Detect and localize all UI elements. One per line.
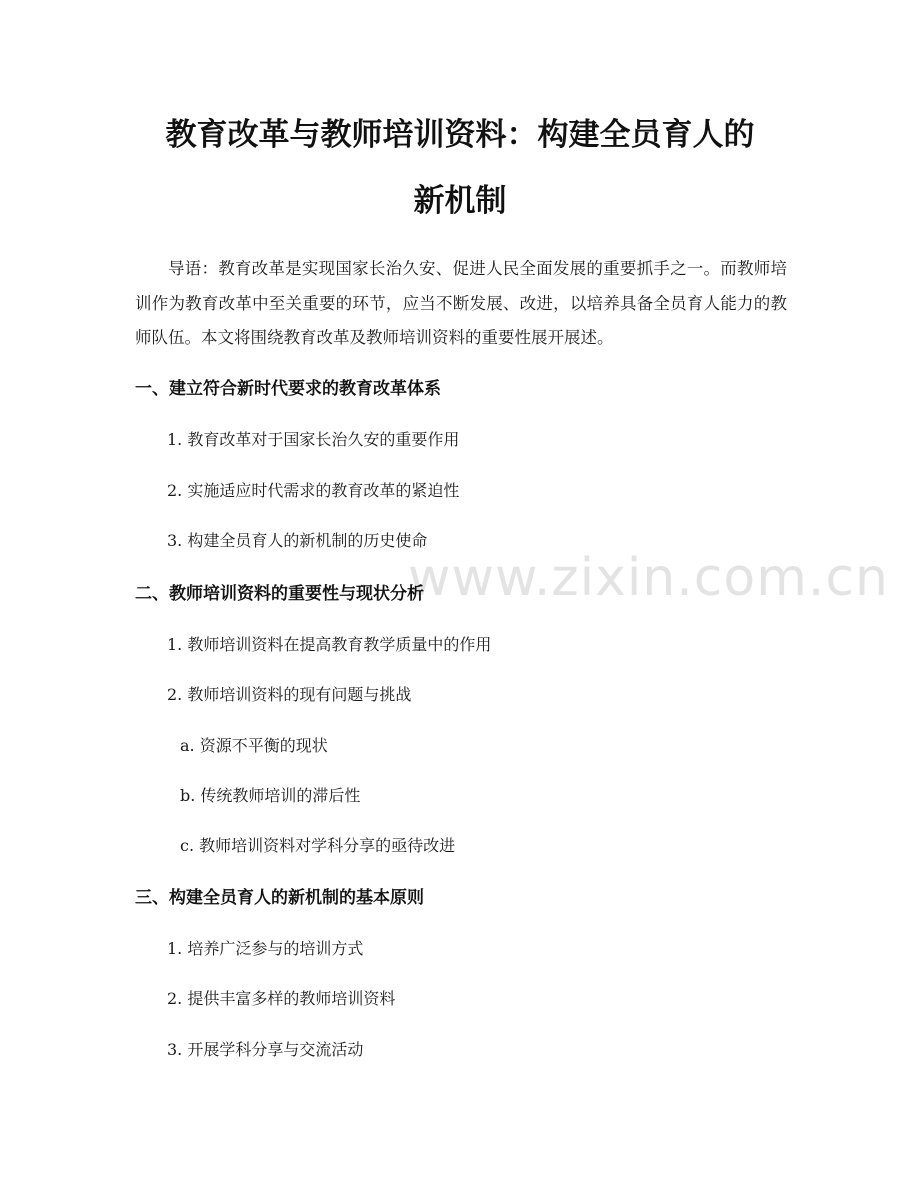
sub-list-item: a. 资源不平衡的现状 [180, 736, 328, 755]
watermark-text: www.zixin.com.cn [408, 548, 889, 608]
list-item: 1. 教育改革对于国家长治久安的重要作用 [167, 430, 460, 449]
intro-paragraph: 导语：教育改革是实现国家长治久安、促进人民全面发展的重要抓手之一。而教师培训作为教育改革中至关重要的环节，应当不断发展、改进，以培养具备全员育人能力的教师队伍。本文将围绕教育改革及教师培训资料的重要性展开展述。 [135, 259, 787, 347]
section-heading-1: 一、建立符合新时代要求的教育改革体系 [135, 379, 441, 399]
list-item: 3. 构建全员育人的新机制的历史使命 [167, 531, 428, 550]
section-heading-3: 三、构建全员育人的新机制的基本原则 [135, 888, 424, 908]
list-item: 2. 教师培训资料的现有问题与挑战 [167, 685, 412, 704]
list-item: 2. 实施适应时代需求的教育改革的紧迫性 [167, 481, 460, 500]
sub-list-item: c. 教师培训资料对学科分享的亟待改进 [180, 836, 456, 855]
list-item: 3. 开展学科分享与交流活动 [167, 1040, 364, 1059]
list-item: 2. 提供丰富多样的教师培训资料 [167, 989, 396, 1008]
sub-list-item: b. 传统教师培训的滞后性 [180, 786, 361, 805]
list-item: 1. 培养广泛参与的培训方式 [167, 939, 364, 958]
list-item: 1. 教师培训资料在提高教育教学质量中的作用 [167, 635, 492, 654]
document-title-line1: 教育改革与教师培训资料：构建全员育人的 [165, 117, 755, 153]
document-title-line2: 新机制 [413, 183, 507, 219]
section-heading-2: 二、教师培训资料的重要性与现状分析 [135, 584, 424, 604]
